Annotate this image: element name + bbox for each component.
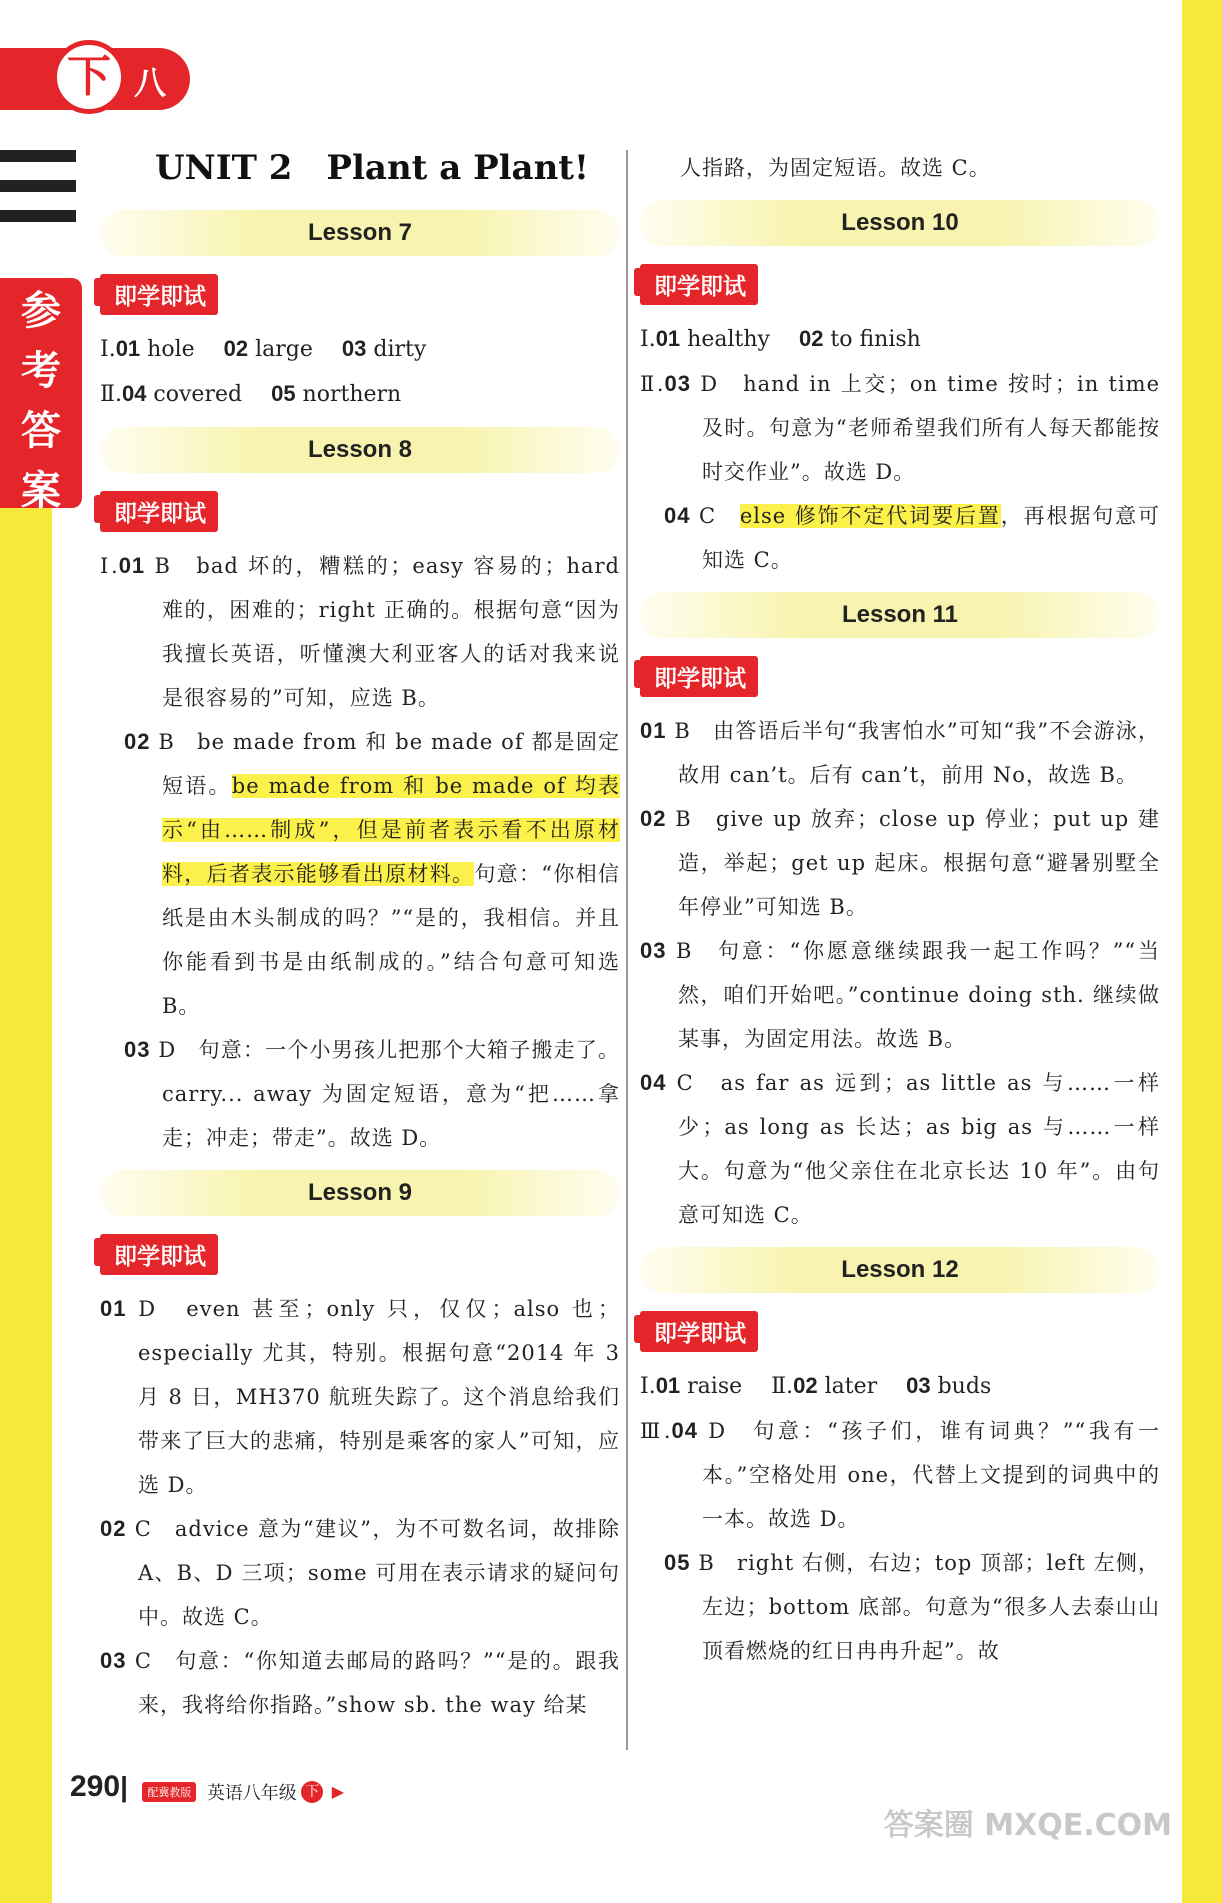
side-decoration [0, 150, 82, 240]
answer-item: 04 C as far as 远到；as little as 与……一样少；as long as 长达；as big as 与……一样大。句意为“他父亲住在北京长达 10 年”。由句意可知选 C。 [640, 1070, 1160, 1227]
answer-item: 05 B right 右侧，右边；top 顶部；left 左侧，左边；bottom 底部。句意为“很多人去泰山山顶看燃烧的红日冉冉升起”。故 [664, 1550, 1160, 1663]
left-column [100, 200, 620, 1727]
right-yellow-edge [1182, 0, 1222, 1903]
lesson-11-title: Lesson 11 [640, 592, 1160, 638]
answer-item: 02 B give up 放弃；close up 停业；put up 建造，举起；get up 起床。根据句意“避暑别墅全年停业”可知选 B。 [640, 806, 1160, 919]
practice-badge: 即学即试 [100, 491, 218, 532]
practice-badge: 即学即试 [640, 1311, 758, 1352]
left-yellow-edge [0, 500, 52, 1903]
practice-badge: 即学即试 [640, 656, 758, 697]
tab-char: 参 [21, 288, 61, 334]
volume-badge: 下 [52, 40, 126, 114]
answer-item: Ⅱ.03 D hand in 上交；on time 按时；in time 及时。句意为“老师希望我们所有人每天都能按时交作业”。故选 D。 [640, 371, 1161, 484]
practice-badge: 即学即试 [100, 274, 218, 315]
column-divider [626, 150, 628, 1750]
answer-item: 03 C 句意：“你知道去邮局的路吗？”“是的。跟我来，我将给你指路。”show sb. the way 给某 [100, 1648, 620, 1717]
page-number: 290 [70, 1770, 121, 1803]
unit-title: UNIT 2 Plant a Plant! [155, 148, 589, 188]
arrow-icon: ▶ [331, 1783, 345, 1801]
tab-char: 案 [21, 468, 61, 514]
highlighted-note: else 修饰不定代词要后置 [739, 504, 1001, 528]
page-footer: 290| 配冀教版 英语八年级 下 ▶ [70, 1770, 345, 1804]
lesson-12-title: Lesson 12 [640, 1247, 1160, 1293]
highlighted-note: be made from 和 be made of 均表示“由……制成”，但是前者表示看不出原材料，后者表示能够看出原材料。 [162, 774, 621, 886]
answer-item: 01 D even 甚至；only 只，仅仅；also 也；especially 尤其，特别。根据句意“2014 年 3 月 8 日，MH370 航班失踪了。这个消息给我们带来了巨大的悲痛，特别是乘客的家人”可知，应选 D。 [100, 1296, 620, 1497]
lesson-9-title: Lesson 9 [100, 1170, 620, 1216]
answer-line: Ⅱ.04 covered 05 northern [100, 381, 402, 407]
grade-header [0, 48, 190, 194]
answer-item: 03 B 句意：“你愿意继续跟我一起工作吗？”“当然，咱们开始吧。”continue doing sth. 继续做某事，为固定用法。故选 B。 [640, 938, 1160, 1051]
answer-item: 01 B 由答语后半句“我害怕水”可知“我”不会游泳，故用 can’t。后有 can’t，前用 No，故选 B。 [640, 718, 1160, 787]
answer-line: Ⅰ.01 hole 02 large 03 dirty [100, 336, 427, 362]
answer-line: Ⅰ.01 healthy 02 to finish [640, 326, 921, 352]
answer-key-tab [0, 278, 82, 514]
answer-item: 04 C else 修饰不定代词要后置，再根据句意可知选 C。 [664, 503, 1161, 572]
answer-item: 02 C advice 意为“建议”，为不可数名词，故排除 A、B、D 三项；some 可用在表示请求的疑问句中。故选 C。 [100, 1516, 620, 1629]
answer-item: Ⅰ.01 B bad 坏的，糟糕的；easy 容易的；hard 难的，困难的；right 正确的。根据句意“因为我擅长英语，听懂澳大利亚客人的话对我来说是很容易的”可知，应选 B。 [100, 553, 620, 710]
lesson-7-title: Lesson 7 [100, 210, 620, 256]
answer-item: Ⅲ.04 D 句意：“孩子们，谁有词典？”“我有一本。”空格处用 one，代替上文提到的词典中的一本。故选 D。 [640, 1418, 1161, 1531]
practice-badge: 即学即试 [100, 1234, 218, 1275]
tab-char: 答 [21, 408, 61, 454]
grade-label: 八年级 [134, 64, 167, 194]
practice-badge: 即学即试 [640, 264, 758, 305]
subject-label: 英语八年级 [206, 1782, 297, 1804]
site-watermark: 答案圈 MXQE.COM [883, 1808, 1172, 1843]
answer-line: Ⅰ.01 raise Ⅱ.02 later 03 buds [640, 1373, 992, 1399]
answer-item: 03 D 句意：一个小男孩儿把那个大箱子搬走了。carry... away 为固定短语，意为“把……拿走；冲走；带走”。故选 D。 [124, 1037, 620, 1150]
lesson-8-title: Lesson 8 [100, 427, 620, 473]
continued-text: 人指路，为固定短语。故选 C。 [680, 156, 991, 180]
volume-circle: 下 [301, 1781, 323, 1803]
tab-char: 考 [21, 348, 61, 394]
edition-tag: 配冀教版 [142, 1782, 196, 1802]
answer-item: 02 B be made from 和 be made of 都是固定短语。be made from 和 be made of 均表示“由……制成”，但是前者表示看不出原材料，后者表示能够看出原材料。句意：“你相信纸是由木头制成的吗？”“是的，我相信。并且你能看到书是由纸制成的。”结合句意可知选 B。 [124, 729, 621, 1018]
lesson-10-title: Lesson 10 [640, 200, 1160, 246]
right-column [640, 146, 1160, 1673]
